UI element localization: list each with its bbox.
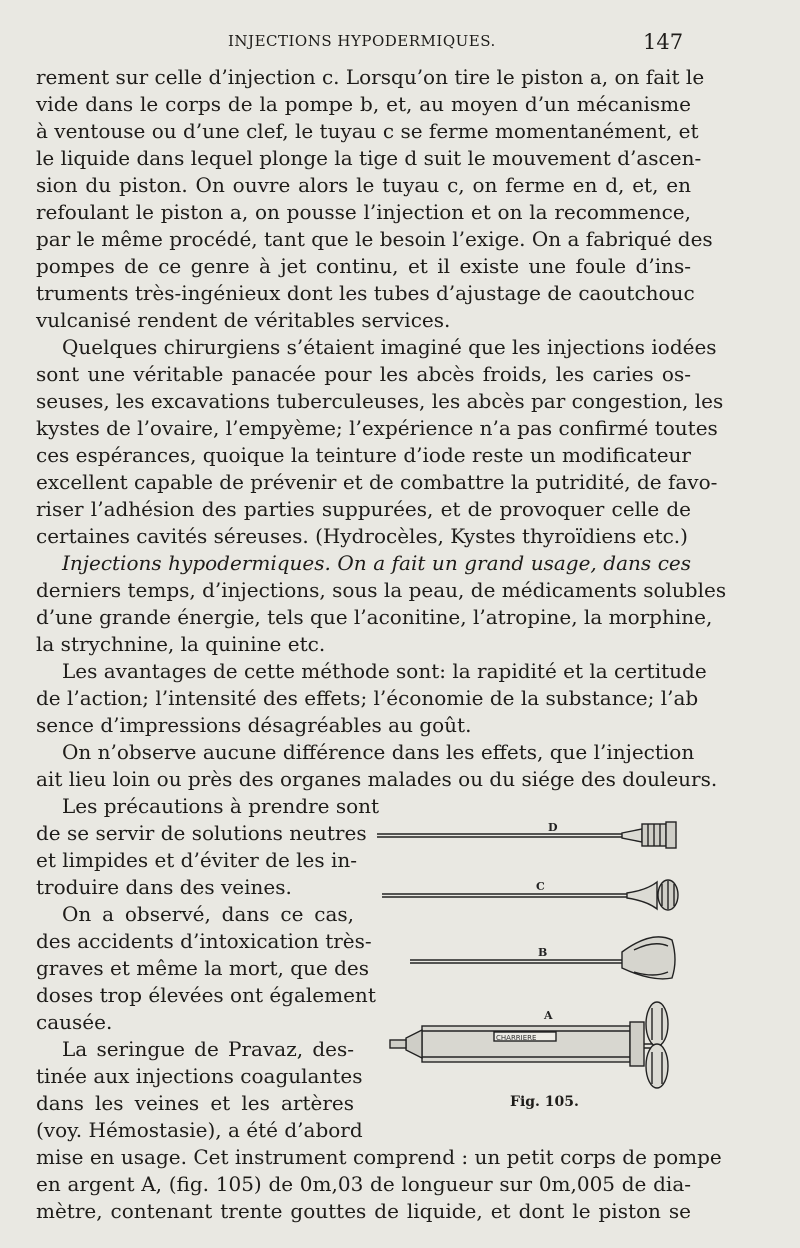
text-line: excellent capable de prévenir et de combattre la putridité, de favo- <box>36 470 718 494</box>
text-line: kystes de l’ovaire, l’empyème; l’expérience n’a pas confirmé toutes <box>36 416 718 440</box>
text-line: vulcanisé rendent de véritables services. <box>36 308 451 332</box>
text-line: mètre, contenant trente gouttes de liquide, et dont le piston se <box>36 1199 691 1223</box>
text-line: à ventouse ou d’une clef, le tuyau c se ferme momentanément, et <box>36 119 699 143</box>
text-line: Quelques chirurgiens s’étaient imaginé que les injections iodées <box>62 335 717 359</box>
text-line: ait lieu loin ou près des organes malades ou du siége des douleurs. <box>36 767 718 791</box>
text-line: mise en usage. Cet instrument comprend : un petit corps de pompe <box>36 1145 722 1169</box>
label-c: C <box>536 880 545 893</box>
text-line: doses trop élevées ont également <box>36 983 376 1007</box>
text-line: sence d’impressions désagréables au goût. <box>36 713 472 737</box>
text-line: graves et même la mort, que des <box>36 956 370 980</box>
text-line: certaines cavités séreuses. (Hydrocèles, Kystes thyroïdiens etc.) <box>36 524 688 548</box>
text-line: en argent A, (fig. 105) de 0m,03 de longueur sur 0m,005 de dia- <box>36 1172 691 1196</box>
text-line: riser l’adhésion des parties suppurées, et de provoquer celle de <box>36 497 691 521</box>
trocar-c <box>382 880 678 910</box>
text-line: par le même procédé, tant que le besoin l’exige. On a fabriqué des <box>36 227 713 251</box>
text-line: refoulant le piston a, on pousse l’injection et on la recommence, <box>36 200 691 224</box>
text-line: derniers temps, d’injections, sous la peau, de médicaments solubles <box>36 578 727 602</box>
text-line: rement sur celle d’injection c. Lorsqu’on tire le piston a, on fait le <box>36 65 705 89</box>
text-line: causée. <box>36 1010 113 1034</box>
text-line: On a observé, dans ce cas, <box>62 902 354 926</box>
text-line: ces espérances, quoique la teinture d’iode reste un modificateur <box>36 443 691 467</box>
text-line: de l’action; l’intensité des effets; l’économie de la substance; l’ab <box>36 686 699 710</box>
text-line: le liquide dans lequel plonge la tige d suit le mouvement d’ascen- <box>36 146 702 170</box>
syringe-illustration <box>372 812 690 1092</box>
text-line: La seringue de Pravaz, des- <box>62 1037 354 1061</box>
text-line: sont une véritable panacée pour les abcès froids, les caries os- <box>36 362 691 386</box>
label-d: D <box>548 821 558 834</box>
figure-105 <box>372 812 690 1122</box>
text-line: (voy. Hémostasie), a été d’abord <box>36 1118 363 1142</box>
cannula-d <box>377 822 676 848</box>
engraving-text: CHARRIERE <box>496 1034 537 1042</box>
text-line: et limpides et d’éviter de les in- <box>36 848 358 872</box>
label-a: A <box>544 1009 553 1022</box>
text-line: truments très-ingénieux dont les tubes d’ajustage de caoutchouc <box>36 281 695 305</box>
label-b: B <box>538 946 548 959</box>
page-number: 147 <box>643 30 684 54</box>
page-header <box>0 30 800 54</box>
text-line: des accidents d’intoxication très- <box>36 929 372 953</box>
text-line: Les avantages de cette méthode sont: la rapidité et la certitude <box>62 659 707 683</box>
text-line: seuses, les excavations tuberculeuses, les abcès par congestion, les <box>36 389 724 413</box>
text-line: vide dans le corps de la pompe b, et, au moyen d’un mécanisme <box>36 92 691 116</box>
text-line: pompes de ce genre à jet continu, et il existe une foule d’ins- <box>36 254 691 278</box>
text-line: Les précautions à prendre sont <box>62 794 380 818</box>
text-line: la strychnine, la quinine etc. <box>36 632 326 656</box>
text-line: On n’observe aucune différence dans les effets, que l’injection <box>62 740 695 764</box>
text-line: troduire dans des veines. <box>36 875 292 899</box>
text-line: de se servir de solutions neutres <box>36 821 367 845</box>
figure-caption: Fig. 105. <box>510 1094 579 1110</box>
text-line: dans les veines et les artères <box>36 1091 354 1115</box>
syringe-a <box>390 1002 668 1088</box>
text-line: d’une grande énergie, tels que l’aconitine, l’atropine, la morphine, <box>36 605 713 629</box>
running-title: INJECTIONS HYPODERMIQUES. <box>228 32 496 50</box>
text-line: sion du piston. On ouvre alors le tuyau c, on ferme en d, et, en <box>36 173 691 197</box>
text-line: tinée aux injections coagulantes <box>36 1064 363 1088</box>
text-line: Injections hypodermiques. On a fait un grand usage, dans ces <box>62 551 691 575</box>
